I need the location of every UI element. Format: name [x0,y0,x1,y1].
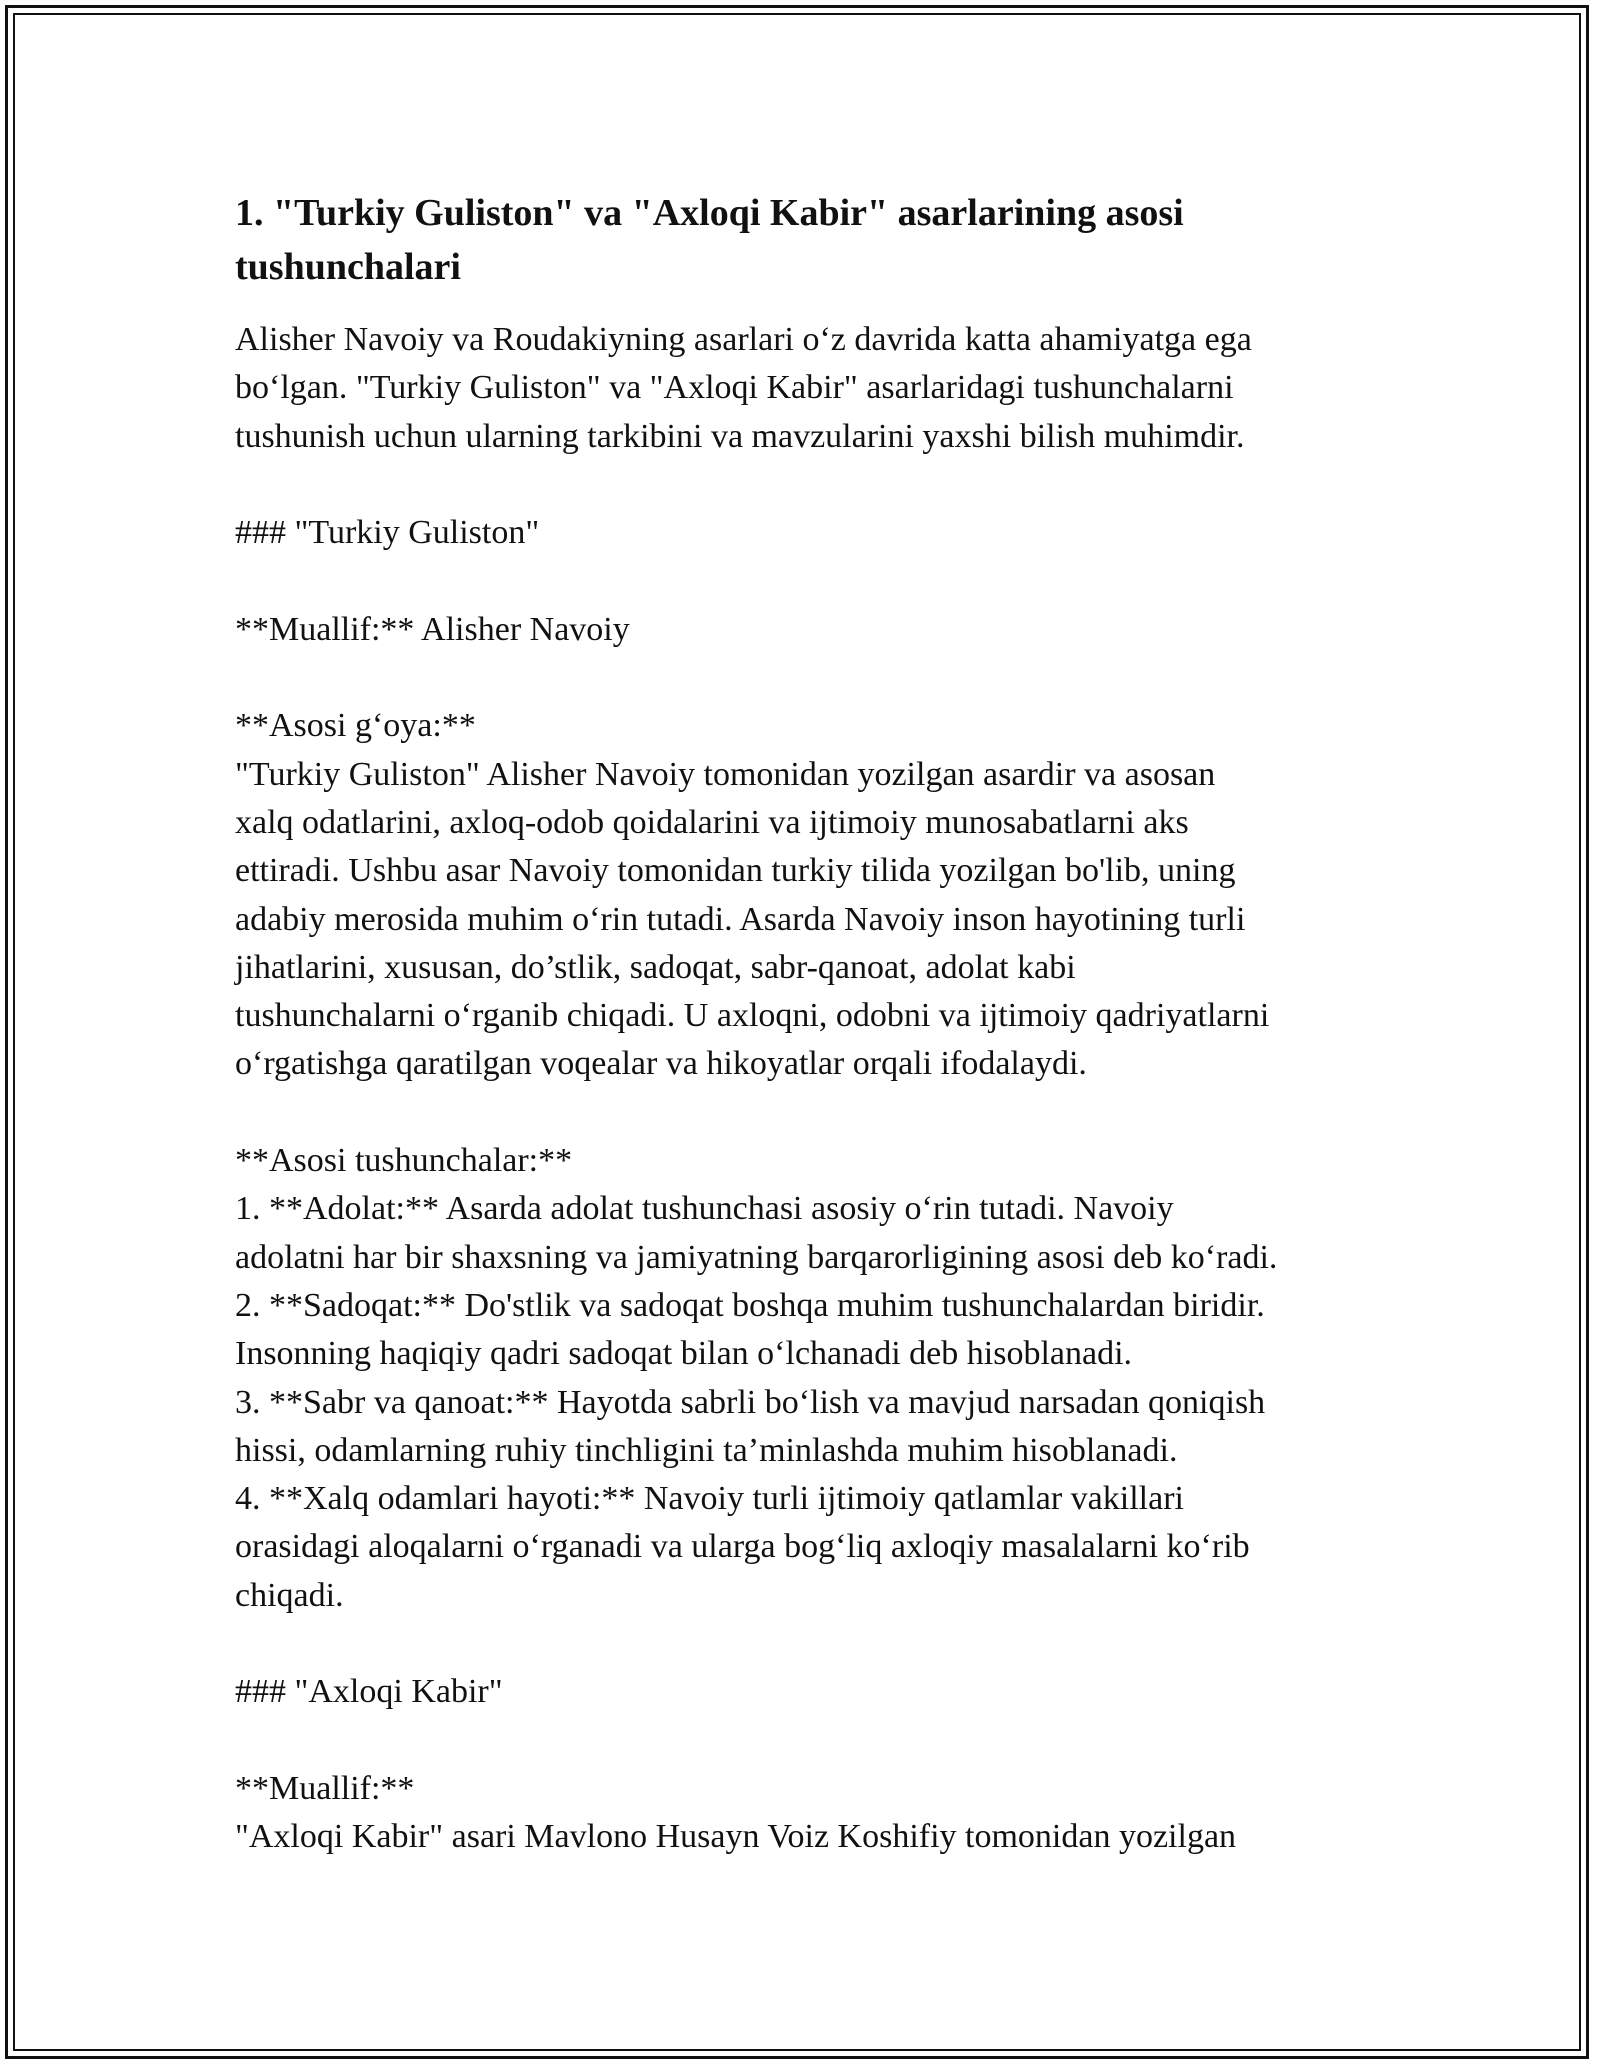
document-page [235,186,1370,1862]
text-line: **Asosi tushunchalar:** [235,1142,573,1180]
text-line: tushunchalarni o‘rganib chiqadi. U axloqni, odobni va ijtimoiy qadriyatlarni [235,997,1270,1035]
text-line: adolatni har bir shaxsning va jamiyatning barqarorligining asosi deb ko‘radi. [235,1238,1278,1276]
text-line: chiqadi. [235,1576,344,1614]
text-line: 2. **Sadoqat:** Do'stlik va sadoqat boshqa muhim tushunchalardan biridir. [235,1286,1265,1324]
text-line: jihatlarini, xususan, do’stlik, sadoqat, sabr-qanoat, adolat kabi [235,948,1076,986]
blank-line [235,557,1370,605]
text-line: "Turkiy Guliston" Alisher Navoiy tomonidan yozilgan asardir va asosan [235,755,1216,793]
text-line: Insonning haqiqiy qadri sadoqat bilan o‘lchanadi deb hisoblanadi. [235,1335,1133,1373]
text-line: **Muallif:** [235,1769,415,1807]
text-line: adabiy merosida muhim o‘rin tutadi. Asarda Navoiy inson hayotining turli [235,900,1246,938]
text-line: bo‘lgan. "Turkiy Guliston" va "Axloqi Kabir" asarlaridagi tushunchalarni [235,369,1234,407]
blank-line [235,654,1370,702]
text-line: ettiradi. Ushbu asar Navoiy tomonidan turkiy tilida yozilgan bo'lib, uning [235,852,1236,890]
text-line: orasidagi aloqalarni o‘rganadi va ularga bog‘liq axloqiy masalalarni ko‘rib [235,1528,1250,1566]
blank-line [235,1717,1370,1765]
text-line: **Asosi g‘oya:** [235,707,476,745]
heading-line: 1. "Turkiy Guliston" va "Axloqi Kabir" asarlarining asosi [235,192,1184,234]
text-line: "Axloqi Kabir" asari Mavlono Husayn Voiz Koshifiy tomonidan yozilgan [235,1818,1237,1856]
text-line: tushunish uchun ularning tarkibini va mavzularini yaxshi bilish muhimdir. [235,417,1245,455]
text-line: Alisher Navoiy va Roudakiyning asarlari o‘z davrida katta ahamiyatga ega [235,321,1252,358]
text-line: ### "Turkiy Guliston" [235,514,540,552]
text-line: 3. **Sabr va qanoat:** Hayotda sabrli bo‘lish va mavjud narsadan qoniqish [235,1383,1266,1421]
blank-line [235,1620,1370,1668]
text-line: xalq odatlarini, axloq-odob qoidalarini va ijtimoiy munosabatlarni aks [235,803,1189,841]
blank-line [235,461,1370,509]
heading-line: tushunchalari [235,246,461,288]
text-line: **Muallif:** Alisher Navoiy [235,610,630,648]
text-line: o‘rgatishga qaratilgan voqealar va hikoyatlar orqali ifodalaydi. [235,1045,1087,1083]
text-line: 1. **Adolat:** Asarda adolat tushunchasi asosiy o‘rin tutadi. Navoiy [235,1190,1174,1228]
text-line: 4. **Xalq odamlari hayoti:** Navoiy turli ijtimoiy qatlamlar vakillari [235,1480,1184,1518]
blank-line [235,1089,1370,1137]
text-line: ### "Axloqi Kabir" [235,1673,503,1711]
document-heading [235,186,1370,294]
document-body [235,316,1370,1862]
text-line: hissi, odamlarning ruhiy tinchligini ta’minlashda muhim hisoblanadi. [235,1431,1178,1469]
